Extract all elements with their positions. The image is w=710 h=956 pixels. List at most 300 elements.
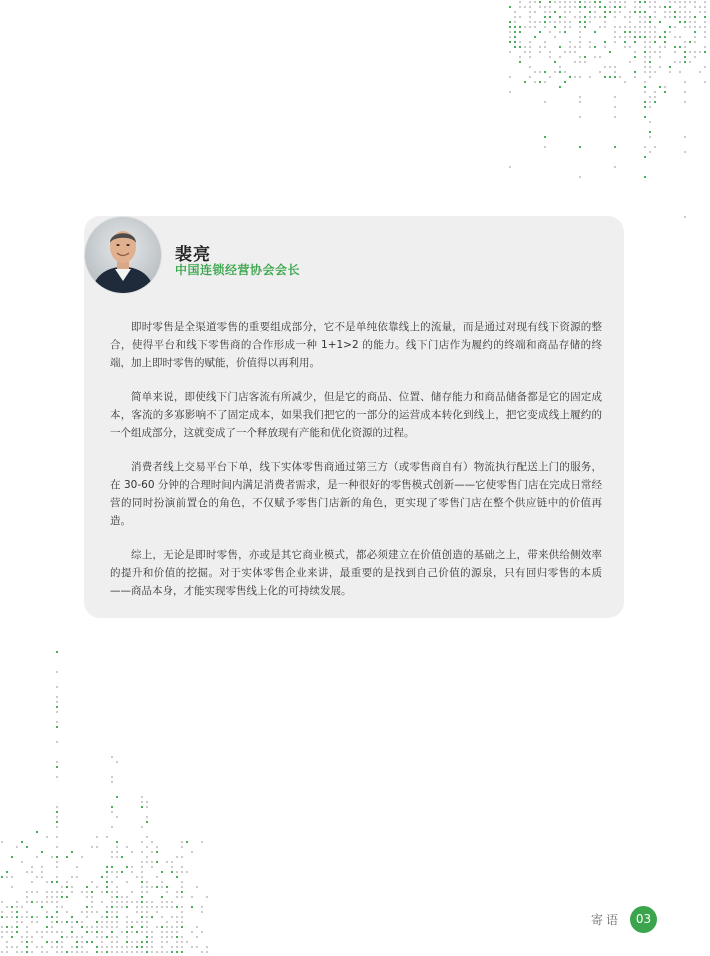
decorative-dot	[519, 61, 521, 63]
decorative-dot	[26, 931, 28, 933]
decorative-dot	[649, 41, 651, 43]
decorative-dot	[56, 686, 58, 688]
decorative-dot	[116, 951, 118, 953]
decorative-dot	[649, 56, 651, 58]
decorative-dot	[514, 11, 516, 13]
decorative-dot	[539, 51, 541, 53]
decorative-dot	[654, 6, 656, 8]
decorative-dot	[41, 951, 43, 953]
decorative-dot	[604, 6, 606, 8]
decorative-dot	[51, 921, 53, 923]
decorative-dot	[206, 896, 208, 898]
decorative-dot	[176, 871, 178, 873]
decorative-dot	[514, 26, 516, 28]
section-label: 寄语	[591, 913, 622, 927]
decorative-dot	[664, 16, 666, 18]
decorative-dot	[529, 46, 531, 48]
decorative-dot	[56, 696, 58, 698]
decorative-dot	[56, 906, 58, 908]
decorative-dot	[669, 31, 671, 33]
decorative-dot	[176, 926, 178, 928]
decorative-dot	[86, 906, 88, 908]
decorative-dot	[524, 6, 526, 8]
decorative-dot	[141, 881, 143, 883]
decorative-dot	[81, 941, 83, 943]
decorative-dot	[559, 46, 561, 48]
decorative-dot	[161, 906, 163, 908]
decorative-dot	[624, 31, 626, 33]
decorative-dot	[151, 901, 153, 903]
decorative-dot	[609, 1, 611, 3]
decorative-dot	[644, 61, 646, 63]
decorative-dot	[56, 911, 58, 913]
decorative-dot	[76, 941, 78, 943]
decorative-dot	[126, 921, 128, 923]
decorative-dot	[56, 701, 58, 703]
decorative-dot	[559, 1, 561, 3]
decorative-dot	[151, 841, 153, 843]
decorative-dot	[56, 901, 58, 903]
decorative-dot	[554, 36, 556, 38]
decorative-dot	[649, 51, 651, 53]
decorative-dot	[11, 911, 13, 913]
decorative-dot	[11, 886, 13, 888]
decorative-dot	[136, 876, 138, 878]
decorative-dot	[176, 946, 178, 948]
decorative-dot	[151, 941, 153, 943]
quote-body	[110, 318, 602, 616]
decorative-dot	[644, 1, 646, 3]
decorative-dot	[634, 56, 636, 58]
decorative-dot	[81, 926, 83, 928]
decorative-dot	[559, 6, 561, 8]
decorative-dot	[544, 146, 546, 148]
decorative-dot	[146, 901, 148, 903]
decorative-dot	[46, 911, 48, 913]
decorative-dot	[614, 146, 616, 148]
decorative-dot	[141, 896, 143, 898]
decorative-dot	[106, 866, 108, 868]
decorative-dot	[31, 866, 33, 868]
decorative-dot	[619, 36, 621, 38]
decorative-dot	[181, 866, 183, 868]
decorative-dot	[66, 856, 68, 858]
decorative-dot	[574, 76, 576, 78]
decorative-dot	[509, 36, 511, 38]
decorative-dot	[36, 876, 38, 878]
decorative-dot	[1, 951, 3, 953]
page-number-badge: 03	[630, 906, 657, 933]
decorative-dot	[644, 116, 646, 118]
decorative-dot	[86, 911, 88, 913]
decorative-dot	[101, 946, 103, 948]
decorative-dot	[614, 31, 616, 33]
decorative-dot	[564, 81, 566, 83]
decorative-dot	[26, 941, 28, 943]
decorative-dot	[544, 11, 546, 13]
decorative-dot	[151, 936, 153, 938]
decorative-dot	[599, 1, 601, 3]
decorative-dot	[181, 926, 183, 928]
decorative-dot	[31, 951, 33, 953]
decorative-dot	[609, 66, 611, 68]
decorative-dot	[694, 56, 696, 58]
decorative-dot	[619, 1, 621, 3]
decorative-dot	[654, 36, 656, 38]
decorative-dot	[694, 26, 696, 28]
decorative-dot	[166, 861, 168, 863]
decorative-dot	[161, 941, 163, 943]
decorative-dot	[674, 26, 676, 28]
decorative-dot	[91, 906, 93, 908]
speaker-name: 裴亮	[175, 245, 211, 265]
decorative-dot	[131, 921, 133, 923]
decorative-dot	[6, 926, 8, 928]
decorative-dot	[181, 911, 183, 913]
decorative-dot	[206, 946, 208, 948]
decorative-dot	[126, 896, 128, 898]
decorative-dot	[21, 951, 23, 953]
decorative-dot	[579, 6, 581, 8]
decorative-dot	[614, 166, 616, 168]
decorative-dot	[91, 941, 93, 943]
decorative-dot	[96, 911, 98, 913]
decorative-dot	[71, 946, 73, 948]
decorative-dot	[549, 1, 551, 3]
decorative-dot	[56, 806, 58, 808]
decorative-dot	[654, 1, 656, 3]
decorative-dot	[554, 26, 556, 28]
decorative-dot	[684, 81, 686, 83]
decorative-dot	[509, 6, 511, 8]
decorative-dot	[26, 901, 28, 903]
decorative-dot	[634, 51, 636, 53]
decorative-dot	[171, 906, 173, 908]
decorative-dot	[619, 76, 621, 78]
decorative-dot	[634, 31, 636, 33]
decorative-dot	[1, 841, 3, 843]
decorative-dot	[111, 776, 113, 778]
decorative-dot	[86, 926, 88, 928]
decorative-dot	[694, 21, 696, 23]
decorative-dot	[649, 151, 651, 153]
decorative-dot	[146, 821, 148, 823]
decorative-dot	[66, 951, 68, 953]
decorative-dot	[699, 26, 701, 28]
decorative-dot	[106, 886, 108, 888]
decorative-dot	[146, 906, 148, 908]
decorative-dot	[31, 916, 33, 918]
decorative-dot	[579, 176, 581, 178]
decorative-dot	[86, 896, 88, 898]
decorative-dot	[191, 931, 193, 933]
decorative-dot	[6, 941, 8, 943]
decorative-dot	[56, 651, 58, 653]
decorative-dot	[669, 1, 671, 3]
decorative-dot	[644, 46, 646, 48]
decorative-dot	[534, 36, 536, 38]
decorative-dot	[679, 71, 681, 73]
decorative-dot	[26, 916, 28, 918]
decorative-dot	[86, 941, 88, 943]
decorative-dot	[624, 16, 626, 18]
decorative-dot	[679, 16, 681, 18]
decorative-dot	[704, 51, 706, 53]
decorative-dot	[644, 21, 646, 23]
decorative-dot	[106, 881, 108, 883]
decorative-dot	[579, 61, 581, 63]
decorative-dot	[26, 871, 28, 873]
decorative-dot	[71, 951, 73, 953]
decorative-dot	[116, 851, 118, 853]
decorative-dot	[146, 936, 148, 938]
decorative-dot	[664, 31, 666, 33]
decorative-dot	[629, 16, 631, 18]
decorative-dot	[101, 941, 103, 943]
decorative-dot	[664, 46, 666, 48]
decorative-dot	[539, 31, 541, 33]
decorative-dot	[549, 11, 551, 13]
decorative-dot	[684, 51, 686, 53]
decorative-dot	[191, 851, 193, 853]
decorative-dot	[544, 46, 546, 48]
decorative-dot	[654, 146, 656, 148]
decorative-dot	[91, 891, 93, 893]
decorative-dot	[589, 1, 591, 3]
decorative-dot	[26, 946, 28, 948]
decorative-dot	[529, 41, 531, 43]
decorative-dot	[126, 951, 128, 953]
decorative-dot	[6, 951, 8, 953]
decorative-dot	[604, 11, 606, 13]
decorative-dot	[81, 951, 83, 953]
decorative-dot	[644, 16, 646, 18]
decorative-dot	[126, 906, 128, 908]
decorative-dot	[674, 61, 676, 63]
decorative-dot	[31, 936, 33, 938]
decorative-dot	[156, 846, 158, 848]
decorative-dot	[116, 886, 118, 888]
decorative-dot	[171, 936, 173, 938]
decorative-dot	[106, 951, 108, 953]
decorative-dot	[141, 841, 143, 843]
decorative-dot	[564, 16, 566, 18]
decorative-dot	[56, 891, 58, 893]
decorative-dot	[116, 846, 118, 848]
decorative-dot	[151, 866, 153, 868]
decorative-dot	[584, 6, 586, 8]
decorative-dot	[51, 941, 53, 943]
decorative-dot	[589, 16, 591, 18]
decorative-dot	[509, 51, 511, 53]
paragraph: 综上，无论是即时零售，亦或是其它商业模式，都必须建立在价值创造的基础之上，带来供给侧效率的提升和价值的挖掘。对于实体零售企业来讲，最重要的是找到自己价值的源泉，只有回归零售的本质——商品本身，才能实现零售线上化的可持续发展。	[110, 549, 602, 597]
decorative-dot	[71, 931, 73, 933]
decorative-dot	[76, 946, 78, 948]
decorative-dot	[161, 881, 163, 883]
decorative-dot	[136, 931, 138, 933]
decorative-dot	[31, 871, 33, 873]
decorative-dot	[534, 26, 536, 28]
decorative-dot	[649, 16, 651, 18]
decorative-dot	[196, 886, 198, 888]
decorative-dot	[699, 6, 701, 8]
decorative-dot	[41, 946, 43, 948]
decorative-dot	[186, 941, 188, 943]
decorative-dot	[544, 41, 546, 43]
decorative-dot	[131, 941, 133, 943]
decorative-dot	[141, 891, 143, 893]
decorative-dot	[534, 81, 536, 83]
decorative-dot	[604, 41, 606, 43]
decorative-dot	[644, 66, 646, 68]
decorative-dot	[529, 56, 531, 58]
decorative-dot	[669, 6, 671, 8]
decorative-dot	[614, 41, 616, 43]
decorative-dot	[46, 941, 48, 943]
decorative-dot	[684, 1, 686, 3]
decorative-dot	[141, 911, 143, 913]
decorative-dot	[31, 941, 33, 943]
decorative-dot	[649, 101, 651, 103]
decorative-dot	[111, 901, 113, 903]
decorative-dot	[519, 1, 521, 3]
decorative-dot	[171, 951, 173, 953]
paragraph: 简单来说，即使线下门店客流有所减少，但是它的商品、位置、储存能力和商品储备都是它的固定成本，客流的多寡影响不了固定成本，如果我们把它的一部分的运营成本转化到线上，把它变成线上履约的一个组成部分，这就变成了一个释放现有产能和优化资源的过程。	[110, 391, 602, 439]
decorative-dot	[146, 911, 148, 913]
decorative-dot	[181, 916, 183, 918]
decorative-dot	[166, 931, 168, 933]
decorative-dot	[639, 21, 641, 23]
portrait-icon	[85, 217, 161, 293]
decorative-dot	[111, 826, 113, 828]
decorative-dot-pattern-top-right	[508, 0, 710, 235]
decorative-dot	[126, 901, 128, 903]
decorative-dot	[111, 951, 113, 953]
decorative-dot	[146, 941, 148, 943]
decorative-dot	[579, 146, 581, 148]
decorative-dot	[31, 921, 33, 923]
decorative-dot	[694, 31, 696, 33]
decorative-dot	[524, 51, 526, 53]
decorative-dot	[81, 921, 83, 923]
decorative-dot	[21, 916, 23, 918]
decorative-dot	[201, 906, 203, 908]
decorative-dot	[161, 931, 163, 933]
decorative-dot	[6, 916, 8, 918]
decorative-dot	[11, 856, 13, 858]
decorative-dot	[66, 886, 68, 888]
decorative-dot	[141, 946, 143, 948]
decorative-dot	[514, 41, 516, 43]
decorative-dot	[684, 216, 686, 218]
decorative-dot	[654, 31, 656, 33]
decorative-dot	[11, 931, 13, 933]
decorative-dot	[654, 41, 656, 43]
decorative-dot	[564, 1, 566, 3]
decorative-dot	[86, 916, 88, 918]
decorative-dot	[106, 876, 108, 878]
decorative-dot	[56, 776, 58, 778]
decorative-dot	[644, 91, 646, 93]
decorative-dot	[56, 881, 58, 883]
decorative-dot	[579, 46, 581, 48]
decorative-dot	[679, 6, 681, 8]
decorative-dot	[61, 906, 63, 908]
decorative-dot	[519, 16, 521, 18]
decorative-dot	[684, 56, 686, 58]
decorative-dot	[76, 951, 78, 953]
decorative-dot	[81, 911, 83, 913]
decorative-dot	[56, 941, 58, 943]
decorative-dot	[579, 1, 581, 3]
decorative-dot	[659, 36, 661, 38]
decorative-dot	[509, 21, 511, 23]
decorative-dot	[141, 806, 143, 808]
decorative-dot	[554, 71, 556, 73]
decorative-dot	[664, 6, 666, 8]
decorative-dot	[181, 946, 183, 948]
decorative-dot	[51, 856, 53, 858]
decorative-dot	[111, 866, 113, 868]
decorative-dot	[659, 66, 661, 68]
decorative-dot	[106, 836, 108, 838]
decorative-dot	[41, 901, 43, 903]
decorative-dot	[594, 11, 596, 13]
decorative-dot	[171, 946, 173, 948]
decorative-dot	[126, 866, 128, 868]
decorative-dot	[594, 31, 596, 33]
decorative-dot	[639, 31, 641, 33]
decorative-dot	[111, 911, 113, 913]
decorative-dot	[96, 936, 98, 938]
decorative-dot	[684, 26, 686, 28]
decorative-dot	[36, 901, 38, 903]
decorative-dot	[549, 56, 551, 58]
decorative-dot	[644, 81, 646, 83]
decorative-dot	[529, 6, 531, 8]
decorative-dot	[619, 26, 621, 28]
decorative-dot	[111, 896, 113, 898]
decorative-dot	[176, 906, 178, 908]
decorative-dot	[116, 841, 118, 843]
decorative-dot	[176, 891, 178, 893]
decorative-dot	[704, 16, 706, 18]
decorative-dot	[111, 936, 113, 938]
decorative-dot	[579, 76, 581, 78]
decorative-dot	[509, 91, 511, 93]
decorative-dot	[106, 911, 108, 913]
decorative-dot	[106, 871, 108, 873]
decorative-dot	[136, 941, 138, 943]
decorative-dot	[96, 951, 98, 953]
decorative-dot	[131, 946, 133, 948]
decorative-dot	[51, 896, 53, 898]
decorative-dot	[509, 41, 511, 43]
decorative-dot	[91, 931, 93, 933]
decorative-dot	[151, 946, 153, 948]
decorative-dot	[704, 1, 706, 3]
decorative-dot	[61, 951, 63, 953]
decorative-dot	[121, 906, 123, 908]
decorative-dot	[136, 906, 138, 908]
decorative-dot	[674, 11, 676, 13]
decorative-dot	[549, 51, 551, 53]
decorative-dot	[524, 81, 526, 83]
decorative-dot	[579, 21, 581, 23]
decorative-dot	[176, 931, 178, 933]
decorative-dot	[679, 21, 681, 23]
decorative-dot	[684, 21, 686, 23]
